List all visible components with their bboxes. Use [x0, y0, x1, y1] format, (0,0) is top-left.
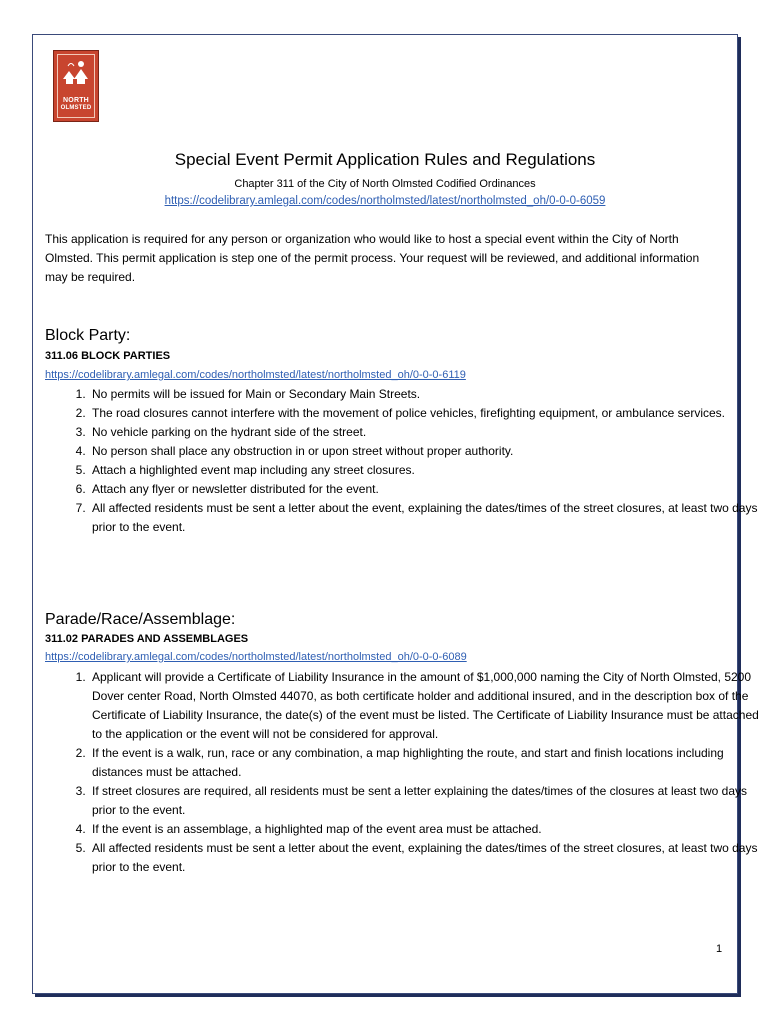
list-item: 7. All affected residents must be sent a letter about the event, explaining the dates/times of the street closures, at least two days prior to the event. — [89, 499, 769, 537]
list-item: 5. All affected residents must be sent a letter about the event, explaining the dates/times of the street closures, at least two days prior to the event. — [89, 839, 769, 877]
page-title: Special Event Permit Application Rules and Regulations — [174, 150, 596, 169]
list-item: 6. Attach any flyer or newsletter distributed for the event. — [89, 480, 769, 499]
logo-text-olmsted: OLMSTED — [60, 105, 92, 111]
logo-text-north: NORTH — [63, 97, 89, 104]
ordinance-link[interactable]: https://codelibrary.amlegal.com/codes/northolmsted/latest/northolmsted_oh/0-0-0-6059 — [164, 195, 606, 207]
list-item: 1. No permits will be issued for Main or Secondary Main Streets. — [89, 385, 769, 404]
block-party-rules — [45, 385, 769, 537]
block-party-code-title: 311.06 BLOCK PARTIES — [45, 350, 171, 362]
block-party-link[interactable]: https://codelibrary.amlegal.com/codes/northolmsted/latest/northolmsted_oh/0-0-0-6119 — [45, 369, 466, 381]
north-olmsted-logo — [53, 50, 99, 122]
list-item: 2. The road closures cannot interfere with the movement of police vehicles, firefighting equipment, or ambulance services. — [89, 404, 769, 423]
list-item: 5. Attach a highlighted event map including any street closures. — [89, 461, 769, 480]
parade-heading: Parade/Race/Assemblage: — [45, 611, 236, 628]
list-item: 3. If street closures are required, all residents must be sent a letter explaining the dates/times of the closures at least two days prior to the event. — [89, 782, 769, 820]
page-subtitle: Chapter 311 of the City of North Olmsted Codified Ordinances — [234, 178, 536, 190]
list-item: 3. No vehicle parking on the hydrant side of the street. — [89, 423, 769, 442]
logo-emblem-icon — [54, 57, 98, 87]
parade-code-title: 311.02 PARADES AND ASSEMBLAGES — [45, 633, 249, 645]
list-item: 2. If the event is a walk, run, race or any combination, a map highlighting the route, and start and finish locations including distances must be attached. — [89, 744, 769, 782]
intro-paragraph: This application is required for any person or organization who would like to host a special event within the City of North Olmsted. This permit application is step one of the permit process. Your request will be reviewed, and additional information may be required. — [45, 232, 700, 284]
page-number: 1 — [716, 943, 723, 955]
parade-link[interactable]: https://codelibrary.amlegal.com/codes/northolmsted/latest/northolmsted_oh/0-0-0-6089 — [45, 651, 467, 663]
list-item: 4. No person shall place any obstruction in or upon street without proper authority. — [89, 442, 769, 461]
block-party-heading: Block Party: — [45, 327, 131, 344]
parade-rules — [45, 668, 769, 877]
list-item: 4. If the event is an assemblage, a highlighted map of the event area must be attached. — [89, 820, 769, 839]
list-item: 1. Applicant will provide a Certificate of Liability Insurance in the amount of $1,000,000 naming the City of North Olmsted, 5200 Dover center Road, North Olmsted 44070, as both certificate holder and additional insured, and in the description box of the Certificate of Liability Insurance, the date(s) of the event must be listed. The Certificate of Liability Insurance must be attached to the application or the event will not be considered for approval. — [89, 668, 769, 744]
